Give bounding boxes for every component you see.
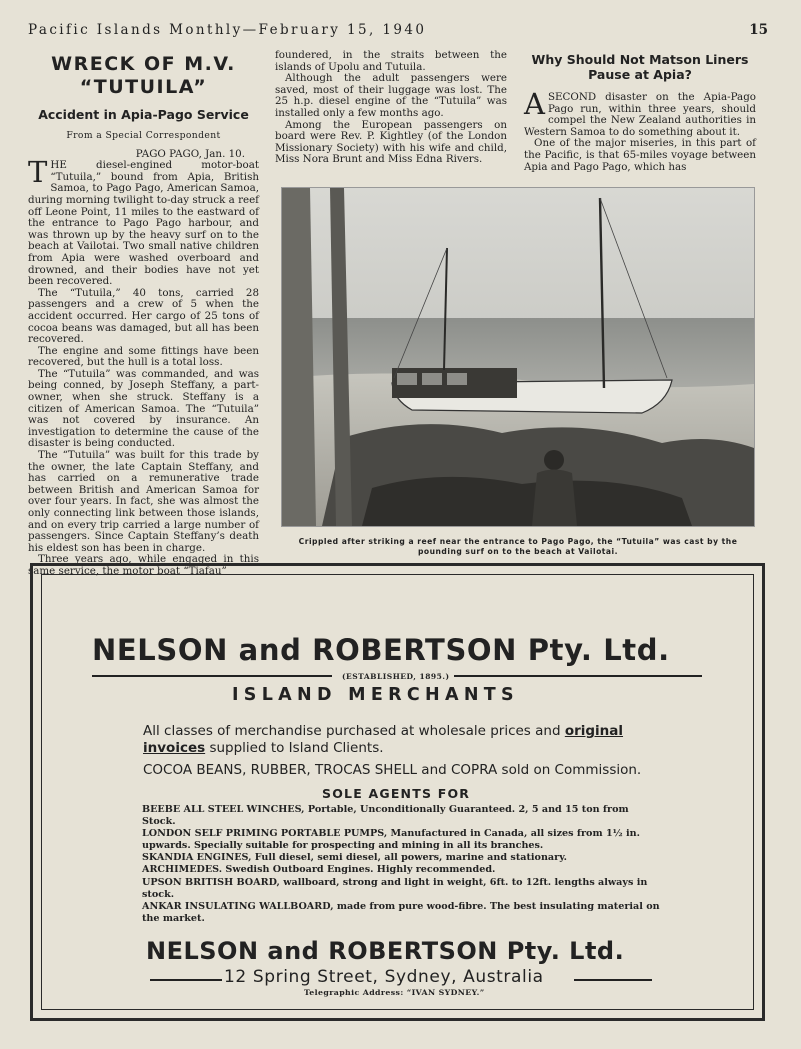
advertiser-address: 12 Spring Street, Sydney, Australia: [224, 967, 544, 987]
running-head-title: Pacific Islands Monthly—February 15, 1940: [28, 22, 427, 38]
divider: [574, 979, 652, 981]
article-wreck-column-1: [28, 50, 259, 578]
advertisement: [30, 563, 765, 1021]
divider: [92, 675, 332, 677]
article-headline: [28, 53, 259, 99]
established-note: (ESTABLISHED, 1895.): [342, 672, 450, 681]
ad-classes-text: [143, 723, 673, 757]
list-item: BEEBE ALL STEEL WINCHES, Portable, Unconditionally Guaranteed. 2, 5 and 15 ton from Stock.: [142, 804, 629, 828]
divider: [150, 979, 222, 981]
running-head: [28, 22, 768, 42]
article-dateline: PAGO PAGO, Jan. 10.: [135, 147, 245, 160]
divider: [454, 675, 702, 677]
advertiser-name-bottom: NELSON and ROBERTSON Pty. Ltd.: [146, 937, 625, 965]
ad-tagline: ISLAND MERCHANTS: [232, 685, 519, 705]
agency-list: [142, 804, 662, 925]
ad-text: All classes of merchandise purchased at wholesale prices and: [143, 723, 561, 739]
list-item: SKANDIA ENGINES, Full diesel, semi diesel, all powers, marine and stationary.: [142, 852, 568, 864]
ad-text: supplied to Island Clients.: [209, 740, 384, 756]
list-item: UPSON BRITISH BOARD, wallboard, strong and light in weight, 6ft. to 12ft. lengths always in stock.: [142, 876, 648, 900]
article-byline: From a Special Correspondent: [66, 130, 221, 141]
sole-agents-heading: SOLE AGENTS FOR: [322, 786, 471, 801]
ad-emphasis: original invoices: [143, 723, 624, 756]
advertiser-name: NELSON and ROBERTSON Pty. Ltd.: [92, 633, 670, 667]
list-item: ARCHIMEDES. Swedish Outboard Engines. Highly recommended.: [142, 864, 496, 876]
paragraph: Among the European passengers on board were Rev. P. Kightley (of the London Missionary Society) with his wife and child, Miss Nora Brunt and Miss Edna Rivers.: [275, 118, 507, 166]
paragraph: The “Tutuila” was commanded, and was being conned, by Joseph Steffany, a part-owner, when she struck. Steffany is a citizen of American Samoa. The “Tutuila” was not covered by insurance. An investigation to determine the cause of the disaster is being conducted.: [28, 367, 259, 450]
paragraph: The “Tutuila” was built for this trade by the owner, the late Captain Steffany, and has carried on a remunerative trade between British and American Samoa for over four years. In fact, she was almost the only connecting link between those islands, and on every trip carried a large number of passengers. Since Captain Steffany’s death his eldest son has been in charge.: [28, 449, 259, 554]
paragraph-text: HE diesel-engined motor-boat “Tutuila,” bound from Apia, British Samoa, to Pago Pago, American Samoa, during morning twilight to-day struck a reef off Leone Point, 11 miles to the eastward of the entrance to Pago Pago harbour, and was thrown up by the heavy surf on to the beach at Vailotai. Two small native children from Apia were washed overboard and drowned, and their bodies have not yet been recovered.: [28, 159, 259, 288]
paragraph: [28, 155, 259, 288]
paragraph: The “Tutuila,” 40 tons, carried 28 passengers and a crew of 5 when the accident occurred. Her cargo of 25 tons of cocoa beans was damaged, but all has been recovered.: [28, 286, 259, 346]
paragraph-text: SECOND disaster on the Apia-Pago Pago run, within three years, should compel the New Zealand authorities in Western Samoa to do something about it.: [524, 91, 756, 138]
drop-cap: T: [28, 155, 48, 190]
page-number: 15: [749, 22, 768, 38]
ad-commission-text: COCOA BEANS, RUBBER, TROCAS SHELL and COPRA sold on Commission.: [143, 762, 642, 778]
headline-line-1: WRECK OF M.V.: [51, 53, 236, 75]
paragraph: One of the major miseries, in this part of the Pacific, is that 65-miles voyage between Apia and Pago Pago, which has: [524, 137, 756, 173]
article-subhead: Accident in Apia-Pago Service: [38, 107, 249, 122]
telegraphic-address: Telegraphic Address: “IVAN SYDNEY.”: [304, 988, 485, 997]
drop-cap: A: [524, 87, 545, 121]
paragraph: [524, 87, 756, 138]
paragraph: Although the adult passengers were saved, most of their luggage was lost. The 25 h.p. diesel engine of the “Tutuila” was installed only a few months ago.: [275, 72, 507, 119]
wreck-photograph: [281, 187, 755, 527]
list-item: LONDON SELF PRIMING PORTABLE PUMPS, Manufactured in Canada, all sizes from 1½ in. upwards. Specially suitable for prospecting and mining in all its branches.: [142, 828, 640, 852]
list-item: ANKAR INSULATING WALLBOARD, made from pure wood-fibre. The best insulating material on the market.: [142, 900, 660, 924]
article-headline: Why Should Not Matson Liners Pause at Apia?: [531, 52, 749, 82]
paragraph: The engine and some fittings have been recovered, but the hull is a total loss.: [28, 344, 259, 369]
photo-caption: Crippled after striking a reef near the entrance to Pago Pago, the “Tutuila” was cast by the pounding surf on to the beach at Vailotai.: [298, 537, 738, 556]
paragraph: Three years ago, while engaged in this same service, the motor boat “Tiafau”: [28, 553, 259, 577]
article-matson-column: [524, 50, 756, 173]
advertisement-inner-border: [41, 574, 754, 1010]
headline-line-2: “TUTUILA”: [79, 76, 208, 98]
paragraph: foundered, in the straits between the islands of Upolu and Tutuila.: [275, 49, 507, 73]
article-wreck-column-2: [275, 50, 507, 166]
